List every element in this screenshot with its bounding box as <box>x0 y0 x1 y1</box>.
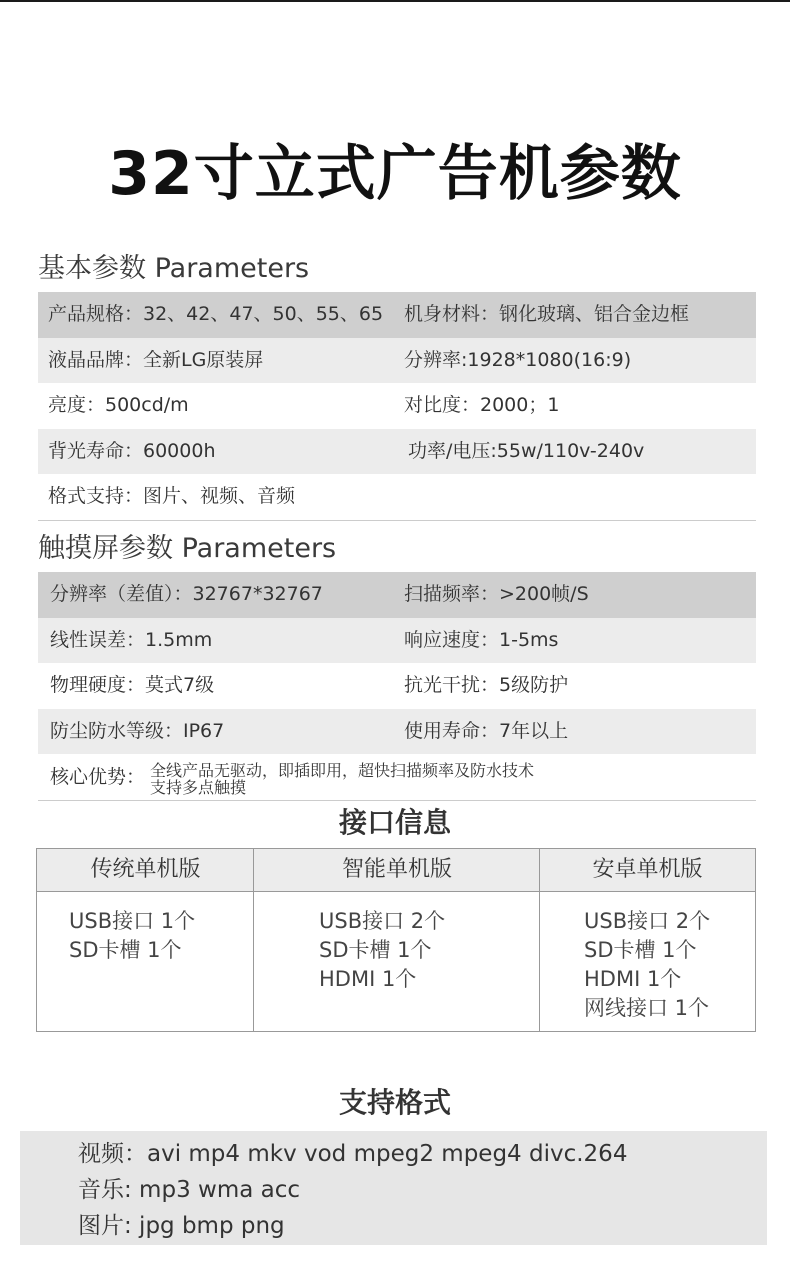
table-row <box>38 474 756 521</box>
interface-item: HDMI 1个 <box>584 967 682 991</box>
spec-cell: 扫描频率：>200帧/S <box>404 583 589 605</box>
interface-item: USB接口 1个 <box>69 909 196 933</box>
table-row <box>38 429 756 475</box>
table-row <box>38 709 756 755</box>
spec-cell: 机身材料：钢化玻璃、铝合金边框 <box>404 303 690 325</box>
interface-item: USB接口 2个 <box>584 909 711 933</box>
core-advantage-line: 支持多点触摸 <box>150 778 247 797</box>
interface-column-header: 传统单机版 <box>90 857 201 882</box>
spec-cell: 功率/电压:55w/110v-240v <box>408 439 645 462</box>
basic-params-heading: 基本参数 Parameters <box>38 253 310 284</box>
spec-cell: 分辨率（差值）：32767*32767 <box>50 583 323 605</box>
spec-cell: 对比度：2000；1 <box>404 394 560 416</box>
core-advantage-label: 核心优势： <box>50 766 146 788</box>
interface-item: USB接口 2个 <box>319 909 446 933</box>
formats-box <box>20 1131 767 1245</box>
interface-heading: 接口信息 <box>338 806 451 839</box>
interface-item: SD卡槽 1个 <box>584 938 697 962</box>
touch-params-heading: 触摸屏参数 Parameters <box>38 533 337 564</box>
interface-items-standard <box>69 907 195 965</box>
column-divider <box>253 849 254 1031</box>
interface-item: SD卡槽 1个 <box>69 938 182 962</box>
format-line-video: 视频：avi mp4 mkv vod mpeg2 mpeg4 divc.264 <box>78 1141 628 1167</box>
top-rule <box>0 0 790 2</box>
column-divider <box>539 849 540 1031</box>
basic-params-table <box>38 292 756 521</box>
page-title: 32寸立式广告机参数 <box>108 139 682 209</box>
spec-cell: 物理硬度：莫式7级 <box>50 674 215 696</box>
interface-items-android <box>584 907 710 1023</box>
touch-params-table <box>38 572 756 801</box>
table-row <box>38 618 756 664</box>
spec-cell: 产品规格：32、42、47、50、55、65 <box>48 303 384 325</box>
core-advantage-line: 全线产品无驱动，即插即用，超快扫描频率及防水技术 <box>150 761 535 780</box>
table-row <box>38 292 756 338</box>
spec-cell: 防尘防水等级：IP67 <box>50 719 225 742</box>
interface-column-header: 安卓单机版 <box>592 857 703 882</box>
core-advantage-text <box>150 762 534 796</box>
spec-cell: 响应速度：1-5ms <box>404 628 559 651</box>
spec-cell: 亮度：500cd/m <box>48 394 189 416</box>
table-row <box>38 338 756 384</box>
spec-cell: 使用寿命：7年以上 <box>404 719 569 742</box>
spec-cell: 分辨率:1928*1080(16:9) <box>404 348 632 371</box>
table-row <box>38 383 756 429</box>
spec-cell: 抗光干扰：5级防护 <box>404 674 569 696</box>
format-line-audio: 音乐: mp3 wma acc <box>78 1177 301 1203</box>
interface-table <box>36 848 756 1032</box>
format-line-image: 图片: jpg bmp png <box>78 1213 285 1239</box>
spec-cell: 背光寿命：60000h <box>48 439 216 462</box>
interface-item: 网线接口 1个 <box>584 996 710 1020</box>
core-advantage-row <box>38 754 756 801</box>
table-row <box>38 572 756 618</box>
spec-cell: 线性误差：1.5mm <box>50 628 213 651</box>
interface-item: HDMI 1个 <box>319 967 417 991</box>
interface-header-row <box>37 849 755 892</box>
spec-cell: 格式支持：图片、视频、音频 <box>48 485 296 507</box>
interface-item: SD卡槽 1个 <box>319 938 432 962</box>
interface-column-header: 智能单机版 <box>341 857 452 882</box>
table-row <box>38 663 756 709</box>
interface-items-smart <box>319 907 445 994</box>
spec-cell: 液晶品牌：全新LG原装屏 <box>48 348 264 371</box>
formats-heading: 支持格式 <box>338 1086 451 1119</box>
